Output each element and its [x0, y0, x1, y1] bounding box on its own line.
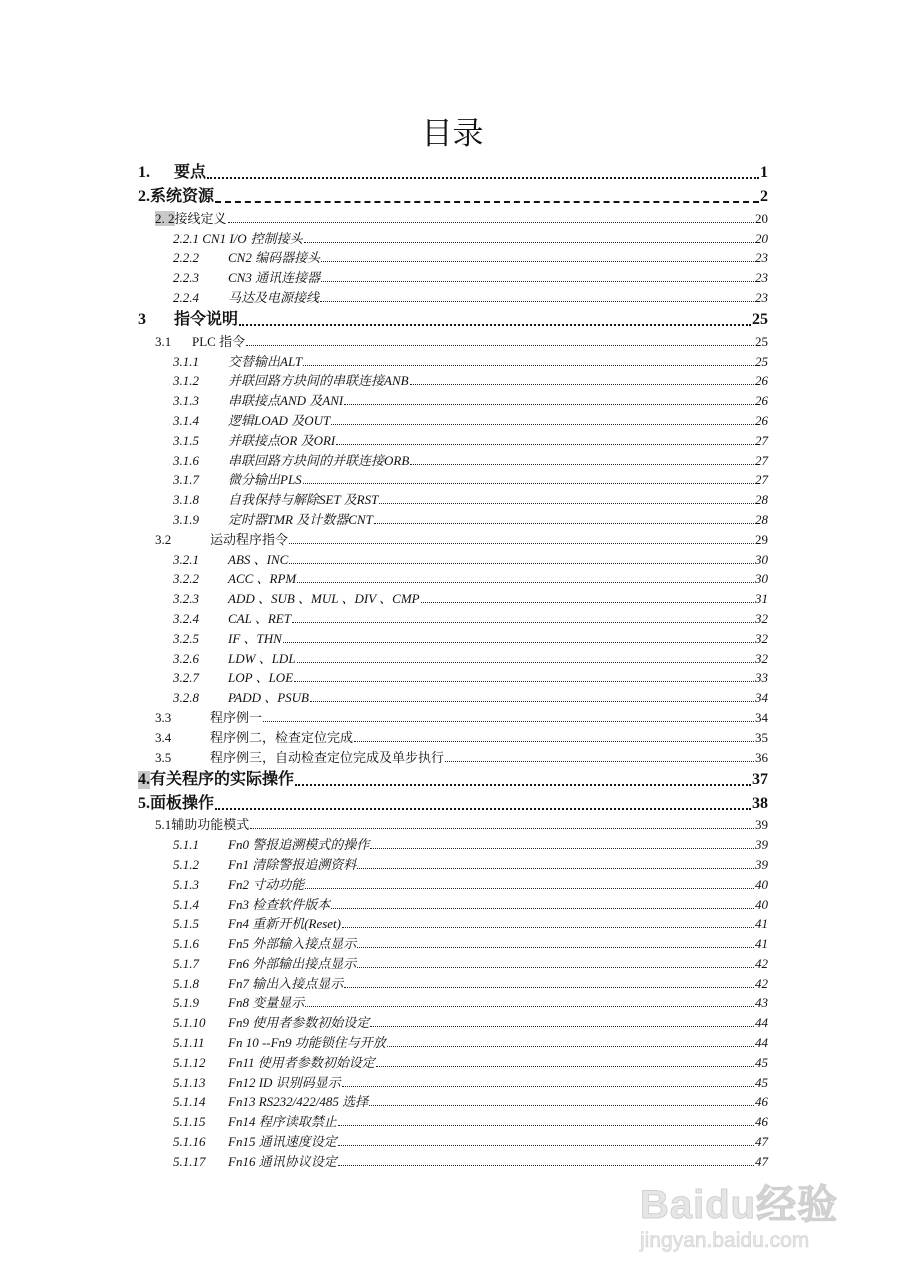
toc-entry[interactable]: [138, 547, 768, 567]
toc-leader-dots: [379, 503, 754, 504]
toc-leader-dots: [370, 848, 754, 849]
baidu-watermark-logo: [640, 1182, 838, 1254]
toc-entry[interactable]: [138, 246, 768, 266]
toc-entry[interactable]: [138, 468, 768, 488]
toc-entry[interactable]: [138, 725, 768, 745]
toc-entry-title: Fn2 寸动功能: [228, 876, 305, 892]
toc-entry-title: 程序例二，检查定位完成: [210, 729, 354, 745]
toc-entry[interactable]: [138, 388, 768, 408]
toc-entry-title: Fn15 通讯速度设定: [228, 1134, 337, 1150]
toc-entry-title: 串联回路方块间的并联连接ORB: [228, 452, 410, 468]
toc-entry-number: 3.1.9: [173, 511, 199, 527]
toc-entry-title: Fn0 警报追溯模式的操作: [228, 837, 370, 853]
toc-entry-title: 有关程序的实际操作: [150, 770, 295, 788]
toc-entry-title: 自我保持与解除SET 及RST: [228, 492, 379, 508]
toc-entry-number: 3.2.1: [173, 551, 199, 567]
toc-entry[interactable]: [138, 285, 768, 305]
toc-entry[interactable]: [138, 813, 768, 833]
toc-entry[interactable]: [138, 1030, 768, 1050]
toc-entry[interactable]: [138, 685, 768, 705]
table-of-contents: [138, 158, 768, 1169]
toc-entry-page: 39: [755, 856, 768, 872]
toc-entry-number: 5.1.7: [173, 955, 199, 971]
toc-entry[interactable]: [138, 182, 768, 206]
toc-leader-dots: [303, 365, 754, 366]
toc-leader-dots: [295, 784, 751, 786]
toc-entry-title: Fn6 外部输出接点显示: [228, 955, 357, 971]
toc-entry[interactable]: [138, 931, 768, 951]
toc-entry[interactable]: [138, 789, 768, 813]
toc-leader-dots: [246, 345, 754, 346]
toc-entry-title: Fn4 重新开机(Reset): [228, 916, 342, 932]
toc-entry-title: 并联回路方块间的串联连接ANB: [228, 373, 409, 389]
toc-leader-dots: [369, 1105, 754, 1106]
toc-entry-title: PLC 指令: [192, 333, 246, 349]
toc-entry-title: 辅助功能模式: [171, 817, 250, 833]
toc-entry-page: 25: [755, 333, 768, 349]
toc-entry[interactable]: [138, 892, 768, 912]
toc-entry-title: 定时器TMR 及计数器CNT: [228, 511, 373, 527]
toc-entry[interactable]: [138, 206, 768, 226]
toc-entry-page: 27: [755, 432, 768, 448]
toc-entry-number: 3.2.8: [173, 690, 199, 706]
toc-entry-title: Fn11 使用者参数初始设定: [228, 1054, 375, 1070]
toc-entry-title: Fn14 程序读取禁止: [228, 1114, 337, 1130]
toc-leader-dots: [342, 927, 754, 928]
toc-entry-title: 控制接头: [250, 230, 303, 246]
toc-entry-title: 马达及电源接线: [228, 289, 320, 305]
toc-entry-number: 5.1.9: [173, 995, 199, 1011]
toc-leader-dots: [354, 741, 754, 742]
toc-leader-dots: [304, 242, 754, 243]
toc-entry-number: 5.1.1: [173, 837, 199, 853]
toc-leader-dots: [310, 701, 754, 702]
toc-leader-dots: [305, 888, 754, 889]
toc-entry-title: Fn5 外部输入接点显示: [228, 936, 357, 952]
toc-leader-dots: [376, 1066, 754, 1067]
toc-entry-title: 微分输出PLS: [228, 472, 302, 488]
toc-entry[interactable]: [138, 527, 768, 547]
toc-entry[interactable]: [138, 606, 768, 626]
toc-entry-number: 3.4: [155, 729, 172, 745]
toc-leader-dots: [283, 642, 754, 643]
toc-entry[interactable]: [138, 1070, 768, 1090]
toc-entry-page: 39: [755, 817, 768, 833]
toc-leader-dots: [338, 1145, 754, 1146]
toc-entry-number: 4.: [138, 770, 150, 788]
toc-entry[interactable]: [138, 428, 768, 448]
toc-entry-number: 3.2.3: [173, 591, 199, 607]
toc-entry-number: 5.1.15: [173, 1114, 206, 1130]
toc-entry-title: PADD 、PSUB: [228, 690, 310, 706]
toc-entry[interactable]: [138, 745, 768, 765]
toc-entry-title: 程序例一: [210, 709, 263, 725]
toc-entry-number: 3.1.5: [173, 432, 199, 448]
toc-leader-dots: [228, 222, 754, 223]
toc-entry-title: Fn12 ID 识别码显示: [228, 1074, 341, 1090]
toc-leader-dots: [207, 177, 759, 179]
toc-entry-number: 3.2.4: [173, 610, 199, 626]
toc-entry-page: 36: [755, 749, 768, 765]
toc-leader-dots: [263, 721, 754, 722]
toc-entry[interactable]: [138, 971, 768, 991]
toc-entry[interactable]: [138, 1050, 768, 1070]
toc-entry-page: 46: [755, 1114, 768, 1130]
toc-entry-page: 40: [755, 896, 768, 912]
toc-entry-number: 5.1.3: [173, 876, 199, 892]
toc-entry-page: 30: [755, 551, 768, 567]
toc-entry-title: 要点: [174, 164, 207, 181]
toc-leader-dots: [338, 1125, 754, 1126]
toc-entry-page: 45: [755, 1054, 768, 1070]
toc-entry-title: 指令说明: [174, 310, 239, 328]
toc-entry-title: ACC 、RPM: [228, 571, 297, 587]
toc-entry-title: ADD 、SUB 、MUL 、DIV 、CMP: [228, 591, 420, 607]
toc-entry-number: 2.2.4: [173, 289, 199, 305]
toc-entry-page: 41: [755, 916, 768, 932]
toc-leader-dots: [239, 324, 751, 326]
toc-entry-page: 25: [755, 353, 768, 369]
toc-entry[interactable]: [138, 487, 768, 507]
toc-leader-dots: [297, 582, 754, 583]
toc-entry[interactable]: [138, 226, 768, 246]
toc-leader-dots: [387, 1046, 754, 1047]
toc-entry-number: 2. 2: [155, 210, 175, 226]
toc-entry-page: 44: [755, 1035, 768, 1051]
toc-leader-dots: [215, 808, 751, 810]
toc-entry-number: 3.5: [155, 749, 172, 765]
toc-leader-dots: [331, 424, 754, 425]
toc-entry-title: LOP 、LOE: [228, 670, 294, 686]
toc-entry-title: 运动程序指令: [210, 531, 289, 547]
toc-entry-number: 5.1.10: [173, 1015, 206, 1031]
toc-entry-title: 逻辑LOAD 及OUT: [228, 412, 331, 428]
toc-entry-page: 34: [755, 690, 768, 706]
toc-entry-number: 2.2.1 CN1 I/O: [173, 230, 247, 246]
toc-entry-page: 47: [755, 1153, 768, 1169]
toc-entry-title: CN3 通讯连接器: [228, 270, 321, 286]
toc-entry-number: 3.1.2: [173, 373, 199, 389]
toc-entry-number: 3: [138, 310, 146, 328]
toc-entry-page: 45: [755, 1074, 768, 1090]
toc-entry-page: 20: [755, 230, 768, 246]
toc-entry-page: 27: [755, 472, 768, 488]
toc-leader-dots: [303, 483, 754, 484]
toc-entry-page: 20: [755, 210, 768, 226]
toc-entry-page: 32: [755, 650, 768, 666]
toc-entry-page: 46: [755, 1094, 768, 1110]
toc-entry[interactable]: [138, 408, 768, 428]
toc-entry-number: 2.: [138, 188, 150, 205]
toc-entry-page: 34: [755, 709, 768, 725]
toc-leader-dots: [320, 301, 754, 302]
toc-entry-number: 5.1.17: [173, 1153, 206, 1169]
toc-entry-page: 33: [755, 670, 768, 686]
toc-entry-number: 5.1.2: [173, 856, 199, 872]
toc-entry-page: 37: [752, 770, 768, 788]
toc-leader-dots: [421, 602, 754, 603]
toc-entry-page: 25: [752, 310, 768, 328]
toc-entry-number: 5.1: [155, 817, 172, 833]
toc-entry-page: 39: [755, 837, 768, 853]
toc-entry[interactable]: [138, 265, 768, 285]
toc-leader-dots: [305, 1006, 754, 1007]
toc-entry[interactable]: [138, 765, 768, 789]
toc-entry[interactable]: [138, 1090, 768, 1110]
toc-entry-page: 23: [755, 270, 768, 286]
watermark-url-text: jingyan.baidu.com: [640, 1229, 810, 1252]
toc-entry[interactable]: [138, 507, 768, 527]
page-title: 目录: [421, 116, 484, 151]
toc-entry[interactable]: [138, 991, 768, 1011]
toc-entry-title: 串联接点AND 及ANI: [228, 393, 344, 409]
toc-entry-title: Fn9 使用者参数初始设定: [228, 1015, 370, 1031]
toc-entry-title: Fn13 RS232/422/485 选择: [228, 1094, 369, 1110]
toc-entry-number: 3.2.5: [173, 630, 199, 646]
toc-entry[interactable]: [138, 705, 768, 725]
toc-leader-dots: [410, 464, 754, 465]
toc-entry-page: 32: [755, 610, 768, 626]
toc-entry-page: 28: [755, 511, 768, 527]
toc-entry-number: 3.2.6: [173, 650, 199, 666]
toc-leader-dots: [321, 281, 754, 282]
toc-entry[interactable]: [138, 872, 768, 892]
toc-entry-number: 3.1.8: [173, 492, 199, 508]
toc-entry-page: 31: [755, 591, 768, 607]
toc-entry-number: 2.2.2: [173, 250, 199, 266]
toc-entry-title: Fn8 变量显示: [228, 995, 305, 1011]
toc-entry-title: CN2 编码器接头: [228, 250, 321, 266]
toc-entry[interactable]: [138, 666, 768, 686]
toc-entry-page: 40: [755, 876, 768, 892]
toc-entry-page: 26: [755, 373, 768, 389]
toc-leader-dots: [294, 681, 754, 682]
toc-entry[interactable]: [138, 1109, 768, 1129]
toc-entry-number: 3.2.2: [173, 571, 199, 587]
toc-leader-dots: [357, 967, 754, 968]
toc-entry[interactable]: [138, 1129, 768, 1149]
toc-leader-dots: [215, 201, 759, 203]
toc-entry[interactable]: [138, 329, 768, 349]
toc-entry[interactable]: [138, 1149, 768, 1169]
toc-entry-title: IF 、THN: [228, 630, 282, 646]
toc-entry[interactable]: [138, 626, 768, 646]
toc-entry-number: 5.1.8: [173, 975, 199, 991]
toc-entry-number: 3.3: [155, 709, 172, 725]
toc-leader-dots: [357, 868, 754, 869]
toc-entry-page: 26: [755, 393, 768, 409]
toc-leader-dots: [344, 404, 754, 405]
toc-entry-number: 5.1.6: [173, 936, 199, 952]
toc-entry-page: 27: [755, 452, 768, 468]
toc-entry-title: Fn16 通讯协议设定: [228, 1153, 337, 1169]
toc-entry-page: 23: [755, 250, 768, 266]
toc-entry-page: 42: [755, 975, 768, 991]
toc-entry-page: 23: [755, 289, 768, 305]
toc-entry[interactable]: [138, 832, 768, 852]
toc-entry-title: 并联接点OR 及ORI: [228, 432, 336, 448]
toc-entry-title: Fn 10 --Fn9 功能锁住与开放: [228, 1035, 386, 1051]
toc-entry[interactable]: [138, 158, 768, 182]
toc-entry-page: 41: [755, 936, 768, 952]
toc-entry[interactable]: [138, 305, 768, 329]
toc-entry-number: 3.1.4: [173, 412, 199, 428]
toc-leader-dots: [410, 384, 754, 385]
toc-leader-dots: [289, 563, 754, 564]
toc-entry-title: 接线定义: [174, 210, 227, 226]
toc-leader-dots: [338, 1165, 754, 1166]
toc-entry-page: 2: [760, 188, 768, 205]
toc-entry-number: 5.1.11: [173, 1035, 205, 1051]
toc-entry-page: 30: [755, 571, 768, 587]
toc-entry-page: 35: [755, 729, 768, 745]
toc-entry-title: Fn1 清除警报追溯资料: [228, 856, 357, 872]
toc-entry-number: 2.2.3: [173, 270, 199, 286]
toc-entry-title: LDW 、LDL: [228, 650, 296, 666]
toc-entry-number: 5.1.14: [173, 1094, 206, 1110]
toc-entry-page: 29: [755, 531, 768, 547]
toc-leader-dots: [357, 947, 754, 948]
toc-entry-number: 1.: [138, 164, 150, 181]
toc-entry-page: 32: [755, 630, 768, 646]
toc-entry[interactable]: [138, 586, 768, 606]
toc-entry-title: 系统资源: [150, 188, 215, 205]
toc-entry-number: 3.1.7: [173, 472, 199, 488]
toc-entry[interactable]: [138, 349, 768, 369]
toc-entry[interactable]: [138, 646, 768, 666]
toc-entry-page: 44: [755, 1015, 768, 1031]
toc-entry-title: 交替输出ALT: [228, 353, 303, 369]
toc-entry-number: 5.1.13: [173, 1074, 206, 1090]
toc-leader-dots: [297, 662, 754, 663]
toc-entry-title: ABS 、INC: [228, 551, 289, 567]
toc-leader-dots: [321, 261, 754, 262]
toc-entry-title: 程序例三，自动检查定位完成及单步执行: [210, 749, 445, 765]
toc-leader-dots: [374, 523, 754, 524]
toc-entry-number: 5.: [138, 794, 150, 812]
toc-entry-number: 3.1.1: [173, 353, 199, 369]
toc-entry[interactable]: [138, 951, 768, 971]
toc-leader-dots: [445, 761, 754, 762]
toc-entry[interactable]: [138, 912, 768, 932]
toc-entry-number: 5.1.16: [173, 1134, 206, 1150]
toc-entry-page: 1: [760, 164, 768, 181]
toc-entry-page: 28: [755, 492, 768, 508]
toc-entry[interactable]: [138, 448, 768, 468]
toc-entry[interactable]: [138, 1010, 768, 1030]
toc-entry[interactable]: [138, 369, 768, 389]
toc-entry-title: Fn7 输出入接点显示: [228, 975, 344, 991]
toc-entry-page: 42: [755, 955, 768, 971]
toc-entry-title: 面板操作: [150, 794, 215, 812]
toc-leader-dots: [336, 444, 754, 445]
toc-entry-number: 5.1.5: [173, 916, 199, 932]
toc-entry[interactable]: [138, 852, 768, 872]
toc-leader-dots: [331, 908, 754, 909]
toc-entry-title: Fn3 检查软件版本: [228, 896, 331, 912]
toc-leader-dots: [370, 1026, 754, 1027]
watermark-logo-text: Baidu经验: [640, 1183, 839, 1227]
toc-entry-page: 47: [755, 1134, 768, 1150]
toc-entry-number: 3.2.7: [173, 670, 199, 686]
toc-leader-dots: [344, 987, 754, 988]
toc-entry-number: 3.1: [155, 333, 172, 349]
toc-entry-number: 5.1.4: [173, 896, 199, 912]
toc-entry-number: 3.1.3: [173, 393, 199, 409]
toc-leader-dots: [342, 1086, 754, 1087]
toc-entry[interactable]: [138, 567, 768, 587]
toc-entry-page: 38: [752, 794, 768, 812]
toc-entry-number: 3.1.6: [173, 452, 199, 468]
toc-entry-number: 5.1.12: [173, 1054, 206, 1070]
toc-entry-page: 43: [755, 995, 768, 1011]
toc-entry-number: 3.2: [155, 531, 172, 547]
toc-leader-dots: [250, 828, 754, 829]
toc-entry-title: CAL 、RET: [228, 610, 291, 626]
toc-entry-page: 26: [755, 412, 768, 428]
toc-leader-dots: [292, 622, 754, 623]
toc-leader-dots: [289, 543, 754, 544]
